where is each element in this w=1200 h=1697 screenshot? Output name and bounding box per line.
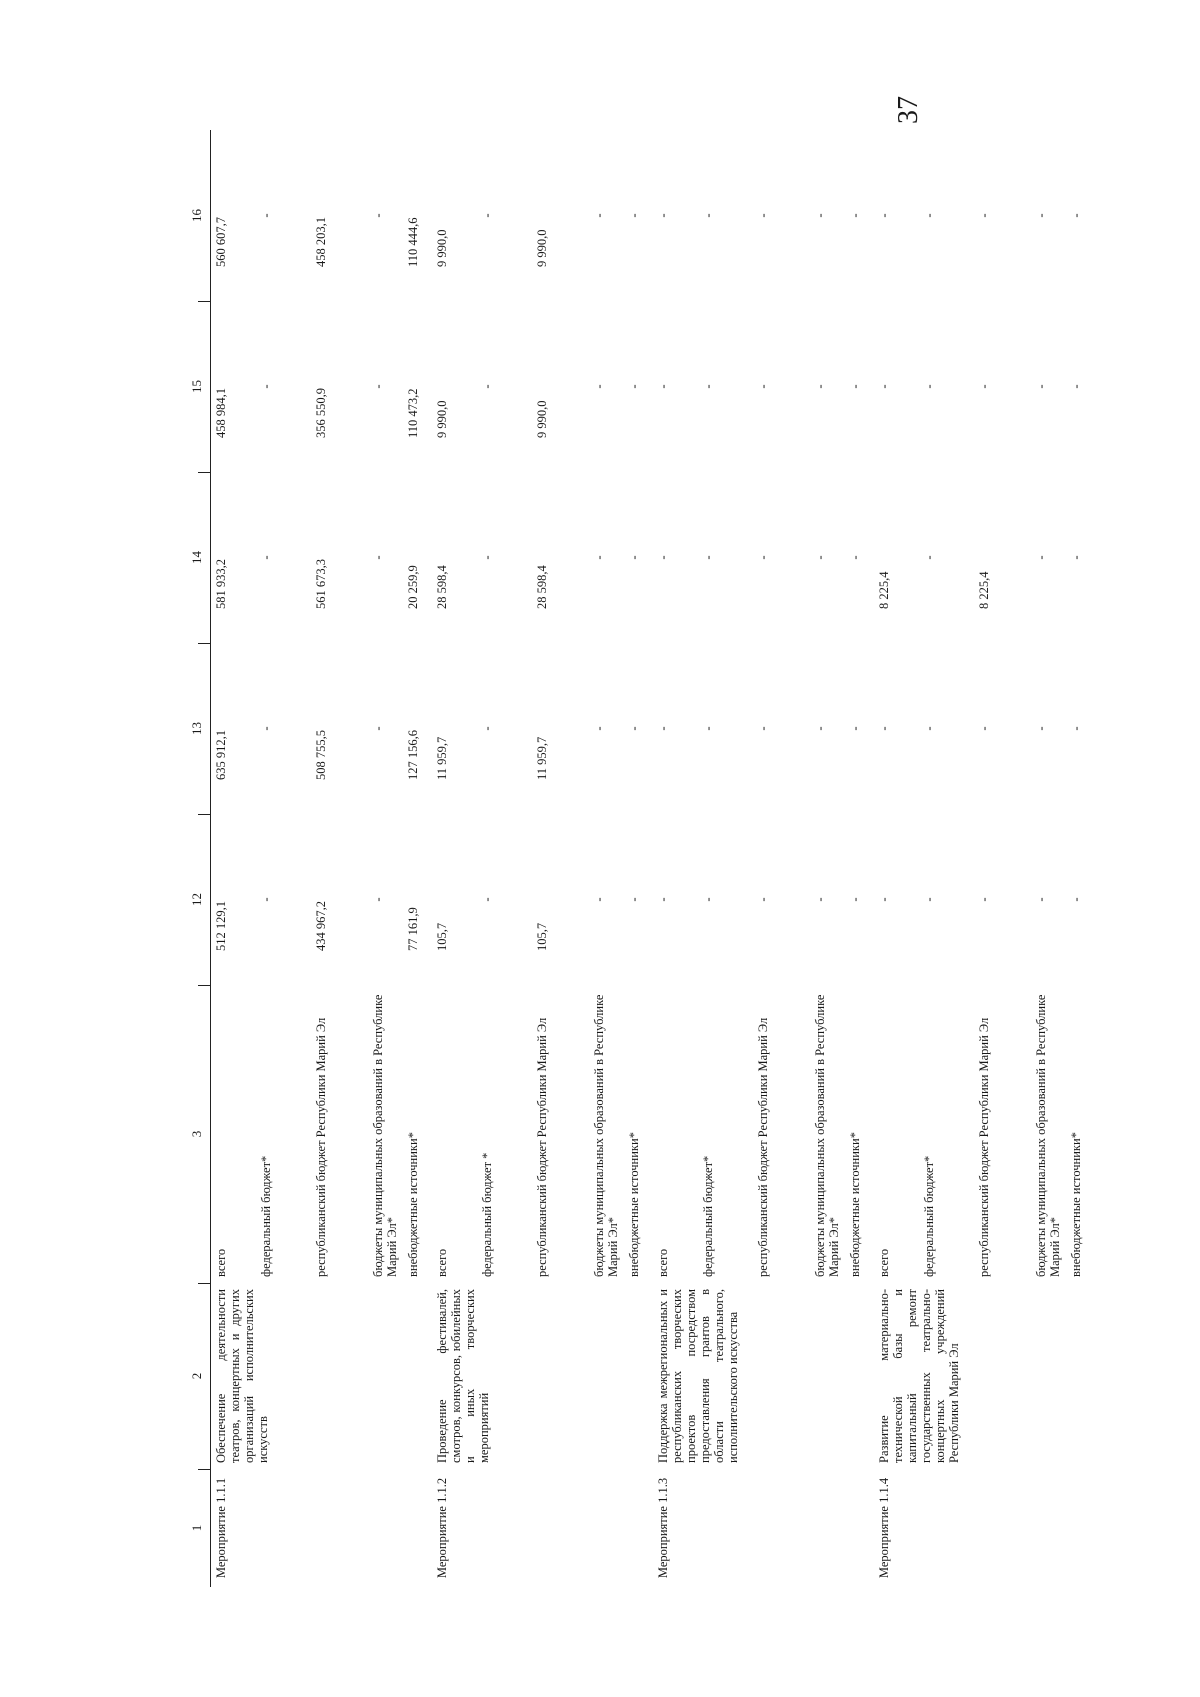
value-cell: - <box>480 897 494 902</box>
value-cell: - <box>813 726 827 731</box>
value-cell: - <box>1069 555 1083 560</box>
value-cell: 9 990,0 <box>535 400 549 438</box>
activity-cell: Мероприятие 1.1.4 <box>877 1477 891 1579</box>
description-cell: Поддержка межрегиональных и республиканских творческих проектов посредством предоставления грантов в области театрального, исполнительского искусства <box>656 1289 740 1463</box>
value-cell: - <box>701 384 715 389</box>
source-cell: внебюджетные источники* <box>406 1132 420 1277</box>
value-cell: - <box>656 213 670 218</box>
header-row <box>185 130 211 1587</box>
value-cell: 105,7 <box>435 922 449 951</box>
activity-cell: Мероприятие 1.1.3 <box>656 1477 670 1579</box>
value-cell: - <box>848 897 862 902</box>
header-cell: 2 <box>185 1283 211 1469</box>
value-cell: - <box>371 384 385 389</box>
source-cell: республиканский бюджет Республики Марий Эл <box>977 1017 991 1277</box>
value-cell: - <box>1069 726 1083 731</box>
header-cell: 14 <box>185 472 211 643</box>
source-cell: бюджеты муниципальных образований в Республике Марий Эл* <box>1034 994 1062 1277</box>
value-cell: 8 225,4 <box>977 571 991 609</box>
value-cell: - <box>592 384 606 389</box>
header-cell: 13 <box>185 643 211 814</box>
value-cell: - <box>259 897 273 902</box>
activity-cell: Мероприятие 1.1.2 <box>435 1477 449 1579</box>
value-cell: - <box>701 213 715 218</box>
value-cell: - <box>259 726 273 731</box>
value-cell: 105,7 <box>535 922 549 951</box>
value-cell: 356 550,9 <box>314 388 328 438</box>
value-cell: - <box>627 897 641 902</box>
value-cell: - <box>701 726 715 731</box>
source-cell: федеральный бюджет * <box>480 1152 494 1277</box>
value-cell: - <box>371 726 385 731</box>
value-cell: 28 598,4 <box>435 565 449 609</box>
value-cell: - <box>627 213 641 218</box>
value-cell: 508 755,5 <box>314 730 328 780</box>
source-cell: республиканский бюджет Республики Марий Эл <box>756 1017 770 1277</box>
rotated-table-container <box>185 130 1083 1587</box>
value-cell: 11 959,7 <box>535 736 549 780</box>
value-cell: - <box>756 897 770 902</box>
value-cell: - <box>371 213 385 218</box>
source-cell: республиканский бюджет Республики Марий Эл <box>314 1017 328 1277</box>
value-cell: - <box>877 384 891 389</box>
funding-table <box>185 130 1095 1587</box>
value-cell: 581 933,2 <box>214 559 228 609</box>
value-cell: - <box>480 213 494 218</box>
table-row <box>432 130 477 1587</box>
table-row <box>653 130 698 1587</box>
value-cell: - <box>922 555 936 560</box>
source-cell: федеральный бюджет* <box>922 1155 936 1277</box>
value-cell: - <box>1034 726 1048 731</box>
table-row <box>211 130 257 1587</box>
source-cell: внебюджетные источники* <box>1069 1132 1083 1277</box>
header-cell: 1 <box>185 1469 211 1587</box>
value-cell: 560 607,7 <box>214 217 228 267</box>
value-cell: 77 161,9 <box>406 907 420 951</box>
value-cell: - <box>877 726 891 731</box>
value-cell: - <box>756 213 770 218</box>
value-cell: - <box>592 726 606 731</box>
source-cell: всего <box>435 1248 449 1277</box>
value-cell: - <box>1034 897 1048 902</box>
value-cell: - <box>977 726 991 731</box>
value-cell: 110 444,6 <box>406 217 420 267</box>
value-cell: - <box>848 726 862 731</box>
table-row <box>874 130 919 1587</box>
value-cell: - <box>1069 384 1083 389</box>
value-cell: - <box>1069 213 1083 218</box>
value-cell: - <box>656 384 670 389</box>
value-cell: 561 673,3 <box>314 559 328 609</box>
value-cell: 9 990,0 <box>435 400 449 438</box>
value-cell: 512 129,1 <box>214 901 228 951</box>
value-cell: - <box>877 213 891 218</box>
value-cell: - <box>848 384 862 389</box>
source-cell: всего <box>877 1248 891 1277</box>
source-cell: бюджеты муниципальных образований в Республике Марий Эл* <box>813 994 841 1277</box>
header-cell: 12 <box>185 814 211 985</box>
value-cell: - <box>977 897 991 902</box>
source-cell: внебюджетные источники* <box>627 1132 641 1277</box>
table-body <box>211 130 1096 1587</box>
value-cell: 458 203,1 <box>314 217 328 267</box>
header-cell: 16 <box>185 130 211 301</box>
value-cell: - <box>756 726 770 731</box>
value-cell: - <box>259 213 273 218</box>
value-cell: - <box>480 384 494 389</box>
activity-cell: Мероприятие 1.1.1 <box>214 1477 228 1579</box>
value-cell: - <box>813 384 827 389</box>
source-cell: всего <box>214 1248 228 1277</box>
page-number: 37 <box>893 96 924 124</box>
value-cell: - <box>922 897 936 902</box>
value-cell: 635 912,1 <box>214 730 228 780</box>
value-cell: - <box>656 897 670 902</box>
value-cell: 434 967,2 <box>314 901 328 951</box>
value-cell: - <box>756 555 770 560</box>
value-cell: - <box>656 555 670 560</box>
value-cell: 8 225,4 <box>877 571 891 609</box>
value-cell: - <box>977 384 991 389</box>
value-cell: - <box>922 726 936 731</box>
value-cell: - <box>259 555 273 560</box>
value-cell: - <box>627 384 641 389</box>
source-cell: внебюджетные источники* <box>848 1132 862 1277</box>
value-cell: - <box>592 555 606 560</box>
source-cell: федеральный бюджет* <box>701 1155 715 1277</box>
value-cell: - <box>1069 897 1083 902</box>
header-cell: 15 <box>185 301 211 472</box>
value-cell: - <box>371 897 385 902</box>
value-cell: 11 959,7 <box>435 736 449 780</box>
value-cell: - <box>877 897 891 902</box>
value-cell: 458 984,1 <box>214 388 228 438</box>
value-cell: - <box>627 555 641 560</box>
value-cell: - <box>701 897 715 902</box>
value-cell: - <box>922 384 936 389</box>
value-cell: - <box>756 384 770 389</box>
value-cell: 9 990,0 <box>435 229 449 267</box>
value-cell: 9 990,0 <box>535 229 549 267</box>
value-cell: - <box>1034 384 1048 389</box>
value-cell: - <box>627 726 641 731</box>
source-cell: республиканский бюджет Республики Марий Эл <box>535 1017 549 1277</box>
value-cell: - <box>480 726 494 731</box>
value-cell: - <box>1034 555 1048 560</box>
value-cell: - <box>848 555 862 560</box>
value-cell: - <box>592 213 606 218</box>
source-cell: бюджеты муниципальных образований в Республике Марий Эл* <box>592 994 620 1277</box>
value-cell: - <box>592 897 606 902</box>
value-cell: - <box>371 555 385 560</box>
value-cell: - <box>1034 213 1048 218</box>
header-cell: 3 <box>185 985 211 1283</box>
source-cell: всего <box>656 1248 670 1277</box>
value-cell: - <box>701 555 715 560</box>
value-cell: 28 598,4 <box>535 565 549 609</box>
source-cell: бюджеты муниципальных образований в Республике Марий Эл* <box>371 994 399 1277</box>
description-cell: Обеспечение деятельности театров, концертных и других организаций исполнительских искусств <box>214 1289 270 1463</box>
value-cell: - <box>922 213 936 218</box>
value-cell: 127 156,6 <box>406 730 420 780</box>
value-cell: - <box>813 213 827 218</box>
description-cell: Развитие материально-технической базы и капитальный ремонт государственных театрально-концертных учреждений Республики Марий Эл <box>877 1289 961 1463</box>
value-cell: - <box>813 555 827 560</box>
value-cell: - <box>480 555 494 560</box>
value-cell: - <box>259 384 273 389</box>
description-cell: Проведение фестивалей, смотров, конкурсов, юбилейных и иных творческих мероприятий <box>435 1289 491 1463</box>
value-cell: - <box>977 213 991 218</box>
value-cell: - <box>656 726 670 731</box>
value-cell: - <box>848 213 862 218</box>
value-cell: 110 473,2 <box>406 388 420 438</box>
value-cell: 20 259,9 <box>406 565 420 609</box>
source-cell: федеральный бюджет* <box>259 1155 273 1277</box>
value-cell: - <box>813 897 827 902</box>
